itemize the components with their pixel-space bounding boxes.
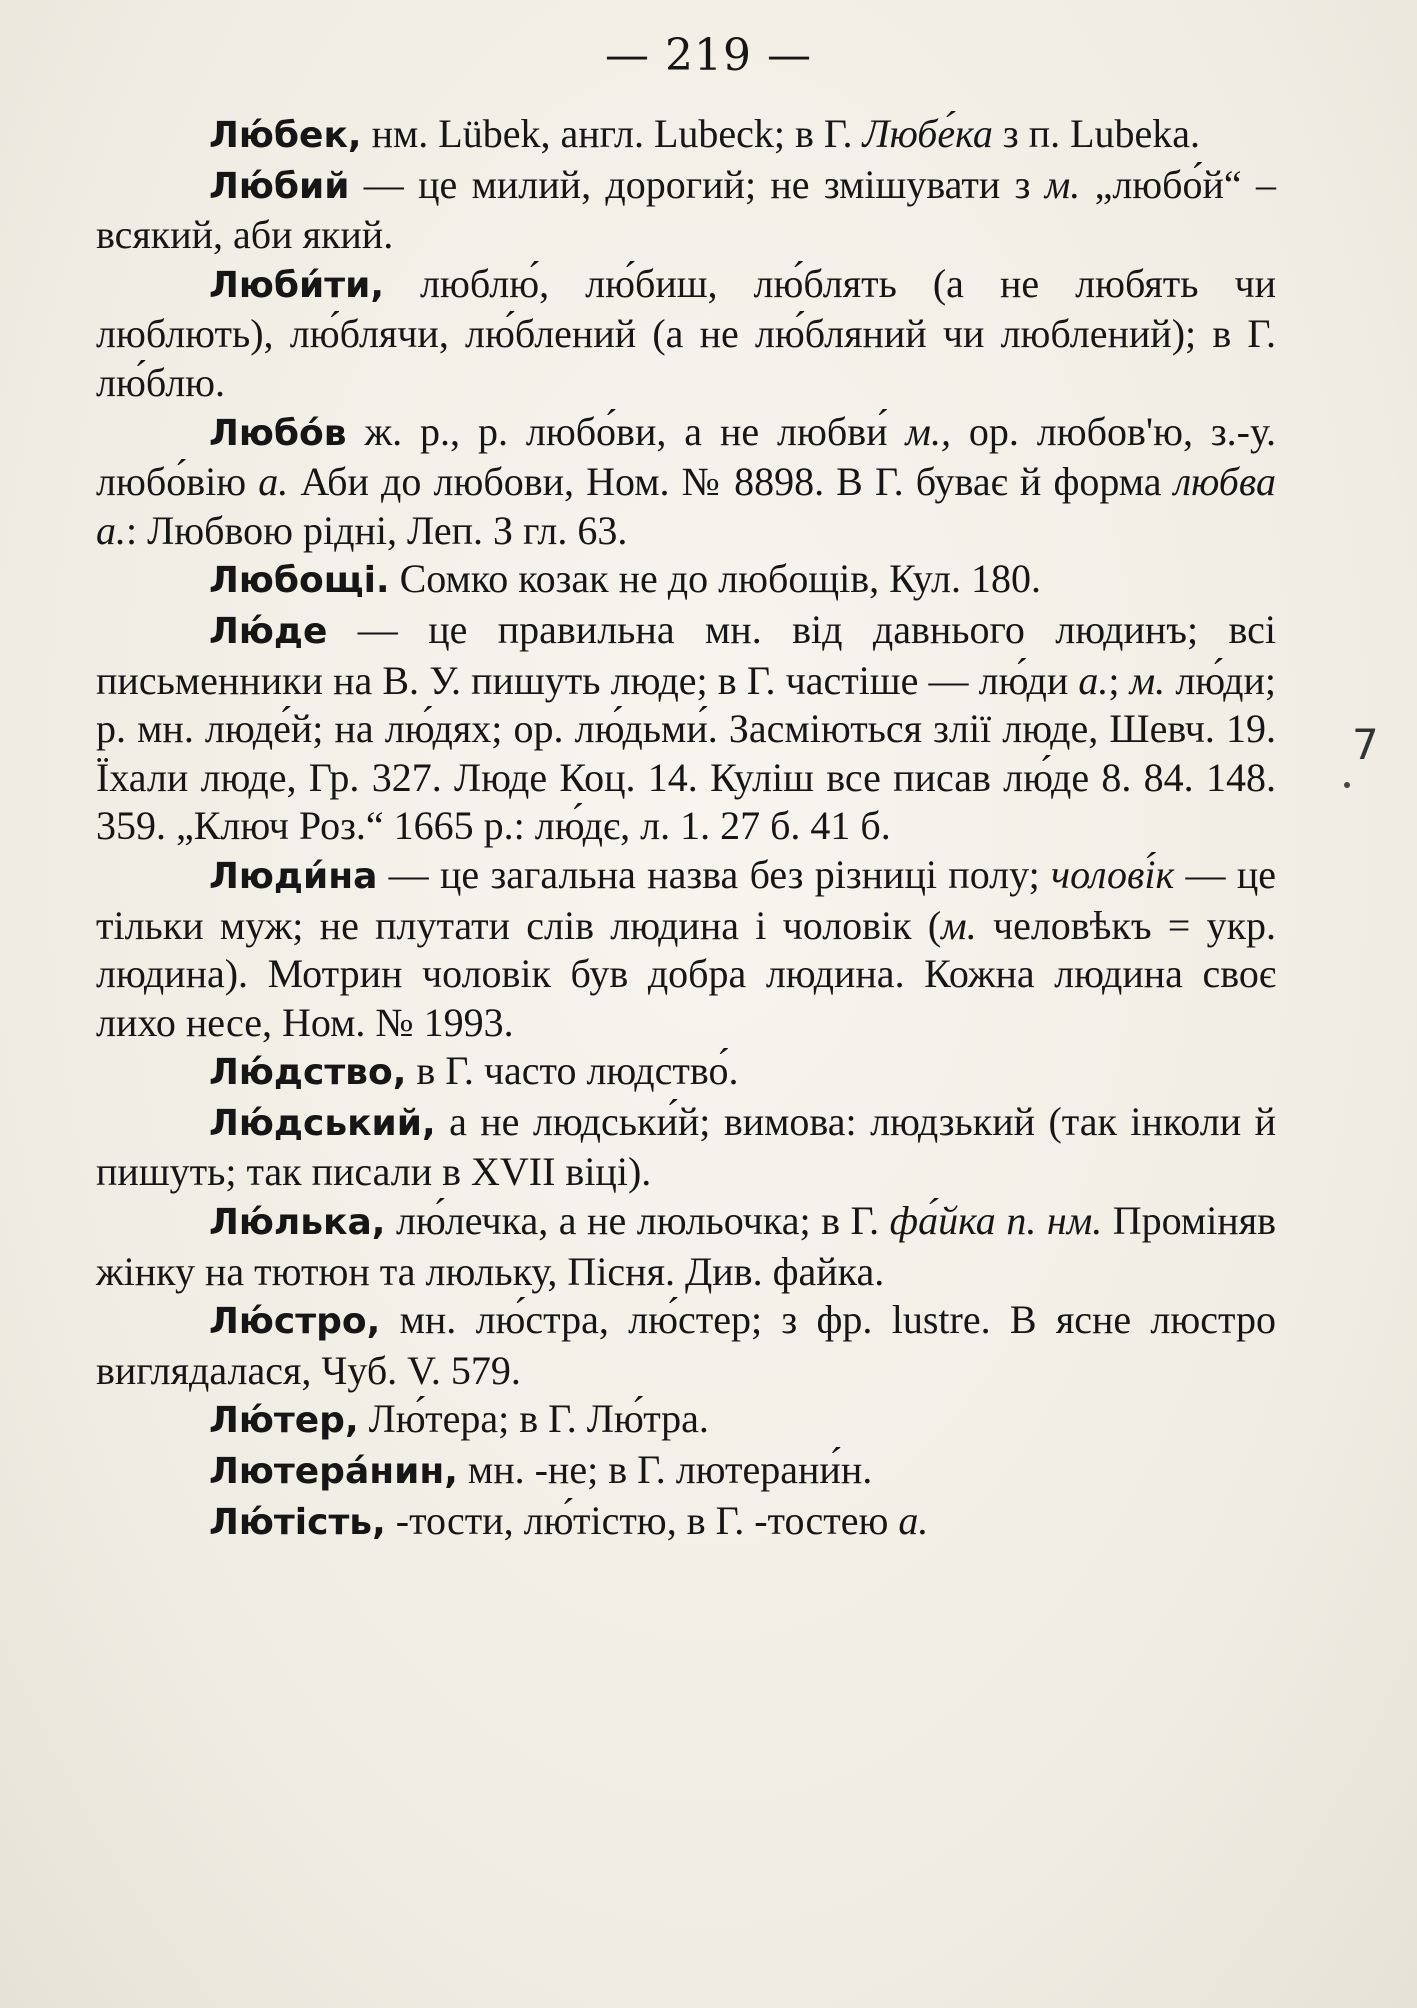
headword: Лю́тер, — [209, 1400, 359, 1442]
entry-text: человѣкъ = укр. людина). Мотрин чоловік був добра людина. Кожна людина своє лихо несе, Ном. № 1993. — [96, 902, 1277, 1045]
italic-text: а. — [1078, 657, 1109, 703]
dictionary-entry — [96, 1197, 1276, 1296]
headword: Лю́стро, — [209, 1301, 381, 1343]
dictionary-entry — [96, 1497, 1276, 1548]
italic-text: а. — [258, 459, 289, 505]
entry-text: ; — [1108, 657, 1130, 703]
entry-text: лю́лечка, а не люльочка; в Г. — [385, 1198, 890, 1244]
headword: Люби́ти, — [209, 264, 385, 306]
italic-text: любва а. — [96, 459, 1277, 553]
dictionary-entry — [96, 110, 1276, 161]
headword: Любощі. — [209, 560, 390, 602]
dictionary-entry — [96, 260, 1276, 408]
entry-text: : Любвою рідні, Леп. З гл. 63. — [126, 507, 628, 553]
italic-text: фа́йка п. нм. — [889, 1198, 1103, 1244]
entry-text: — це загальна назва без різниці полу; — [377, 851, 1052, 897]
italic-text: м., — [905, 408, 951, 454]
italic-text: м. — [941, 902, 977, 948]
entry-text: — це правильна мн. від давнього людинъ; всі письменники на В. У. пишуть люде; в Г. частіше — лю́ди — [96, 606, 1276, 703]
entry-text: ж. р., р. любо́ви, а не любви́ — [346, 408, 906, 454]
dictionary-entry — [96, 606, 1276, 851]
entry-list — [96, 110, 1276, 1547]
italic-text: м. — [1129, 657, 1166, 703]
dictionary-entry — [96, 851, 1276, 1047]
entry-text: Сомко козак не до любощів, Кул. 180. — [389, 556, 1041, 602]
headword: Лю́бек, — [209, 115, 362, 156]
italic-text: м. — [1044, 161, 1081, 207]
entry-text: Лю́тера; в Г. Лю́тра. — [358, 1396, 709, 1442]
dictionary-entry — [96, 1296, 1276, 1395]
page-number: — 219 — — [605, 30, 812, 81]
entry-text: мн. лю́стра, лю́стер; з фр. lustre. В ясне люстро виглядалася, Чуб. V. 579. — [96, 1297, 1276, 1393]
headword: Лютера́нин, — [209, 1451, 458, 1493]
entry-text: з п. Lubeka. — [992, 111, 1201, 156]
entry-text: — це милий, дорогий; не змішувати з — [349, 161, 1045, 207]
entry-text: — це тільки муж; не плутати слів людина і чоловік ( — [96, 851, 1276, 948]
headword: Лю́бий — [209, 165, 350, 207]
entry-text: лю́ди; р. мн. люде́й; на лю́дях; ор. лю́дьми́. Засміються злії люде, Шевч. 19. Їхали люде, Гр. 327. Люде Коц. 14. Куліш все писав лю́де 8. 84. 148. 359. „Ключ Роз.“ 1665 р.: лю́дє, л. 1. 27 б. 41 б. — [96, 657, 1276, 849]
entry-text: ор. любов'ю, з.-у. любо́вію — [96, 408, 1276, 505]
headword: Лю́де — [209, 610, 328, 652]
headword: Лю́дський, — [209, 1102, 436, 1144]
entry-text: мн. -не; в Г. лютерани́н. — [457, 1447, 873, 1493]
margin-dot — [1344, 782, 1350, 788]
italic-text: а. — [898, 1497, 929, 1543]
dictionary-entry — [96, 1047, 1276, 1098]
dictionary-entry — [96, 1395, 1276, 1446]
entry-text: а не людськи́й; вимова: людзький (так інколи й пишуть; так писали в XVII віці). — [96, 1098, 1276, 1195]
headword: Любо́в — [209, 412, 347, 454]
entry-text: в Г. часто людство́. — [406, 1048, 739, 1094]
entry-text: -тости, лю́тістю, в Г. -тостею — [385, 1497, 899, 1543]
headword: Люди́на — [209, 855, 378, 897]
entry-text: люблю́, лю́биш, лю́блять (а не любять чи люблють), лю́блячи, лю́блений (а не лю́бляний чи люблений); в Г. лю́блю. — [96, 260, 1276, 405]
dictionary-entry — [96, 555, 1276, 606]
entry-text: Аби до любови, Ном. № 8898. В Г. буває й форма — [288, 459, 1174, 505]
entry-text: „любо́й“ – всякий, аби який. — [96, 161, 1277, 258]
dictionary-entry — [96, 161, 1276, 260]
entry-text: Проміняв жінку на тютюн та люльку, Пісня. Див. файка. — [96, 1198, 1276, 1294]
dictionary-entry — [96, 1098, 1276, 1197]
entry-text: нм. Lübek, англ. Lubeck; в Г. — [361, 111, 863, 156]
headword: Лю́дство, — [209, 1052, 407, 1094]
margin-note: 7 — [1352, 720, 1379, 769]
headword: Лю́тість, — [209, 1501, 386, 1543]
dictionary-entry — [96, 1446, 1276, 1497]
dictionary-entry — [96, 408, 1276, 556]
italic-text: чолові́к — [1051, 851, 1175, 897]
italic-text: Любе́ка — [862, 111, 993, 156]
headword: Лю́лька, — [209, 1202, 386, 1244]
